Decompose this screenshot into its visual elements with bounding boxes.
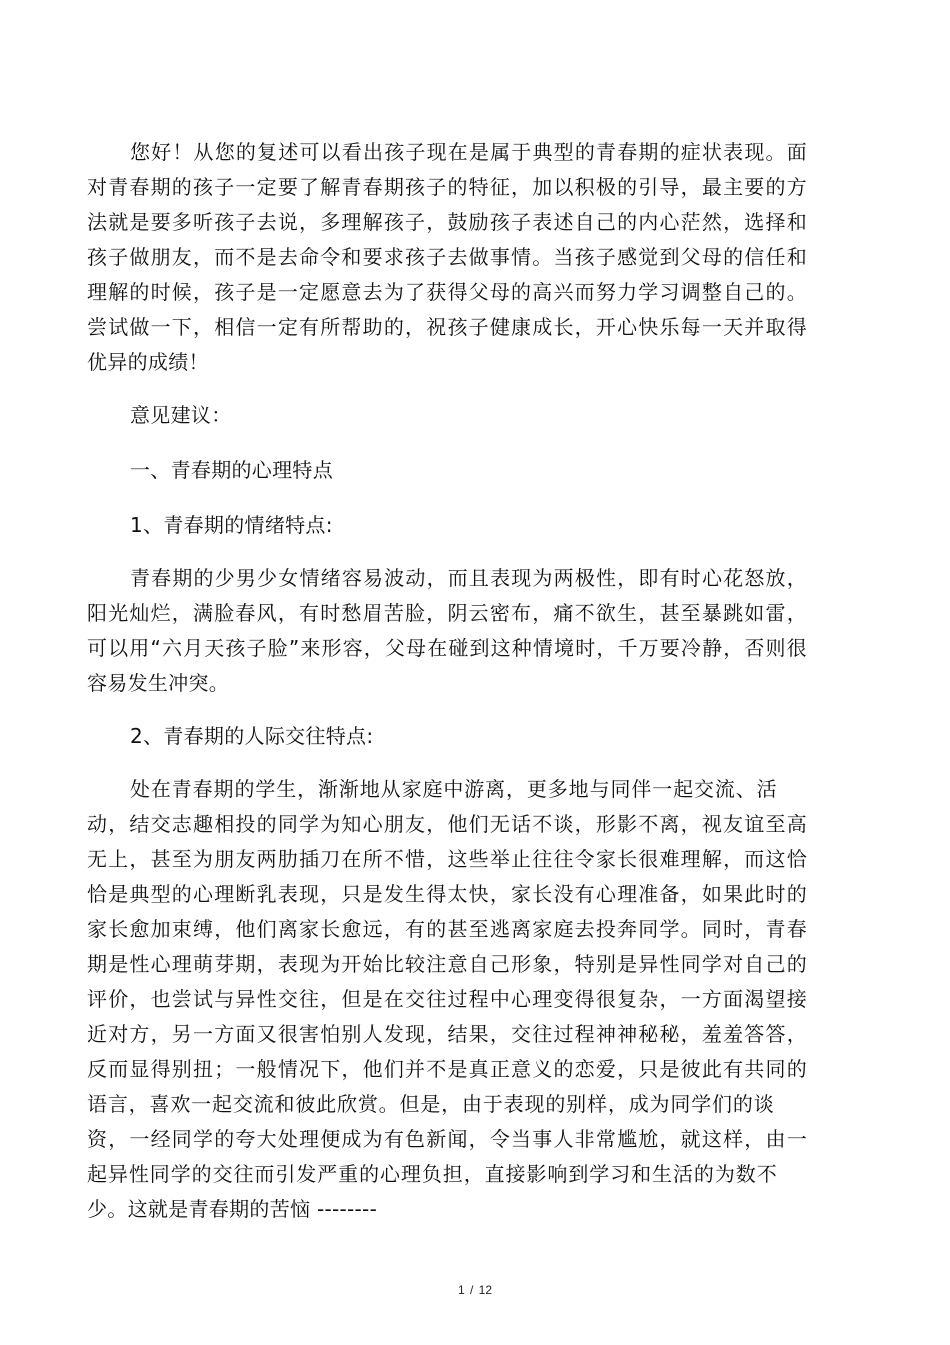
paragraph-line: 您好！从您的复述可以看出孩子现在是属于典型的青春期的症状表现。面: [130, 140, 807, 164]
paragraph-line: 孩子做朋友，而不是去命令和要求孩子去做事情。当孩子感觉到父母的信任和: [87, 245, 807, 269]
paragraph-line: 可以用“六月天孩子脸”来形容，父母在碰到这种情境时，千万要冷静，否则很: [87, 636, 807, 660]
paragraph-line: 青春期的少男少女情绪容易波动，而且表现为两极性，即有时心花怒放，: [130, 566, 807, 590]
paragraph-line: 语言，喜欢一起交流和彼此欣赏。但是，由于表现的别样，成为同学们的谈: [87, 1092, 774, 1116]
paragraph-line: 优异的成绩！: [87, 350, 209, 374]
subsection-heading: 1、青春期的情绪特点:: [130, 513, 333, 537]
paragraph-line: 动，结交志趣相投的同学为知心朋友，他们无话不谈，形影不离，视友谊至高: [87, 812, 807, 836]
paragraph-line: 阳光灿烂，满脸春风，有时愁眉苦脸，阴云密布，痛不欲生，甚至暴跳如雷，: [87, 601, 807, 625]
paragraph-line: 尝试做一下，相信一定有所帮助的，祝孩子健康成长，开心快乐每一天并取得: [87, 315, 807, 339]
paragraph-line: 评价，也尝试与异性交往，但是在交往过程中心理变得很复杂，一方面渴望接: [87, 987, 807, 1011]
paragraph-line: 起异性同学的交往而引发严重的心理负担，直接影响到学习和生活的为数不: [87, 1162, 777, 1186]
paragraph-line: 家长愈加束缚，他们离家长愈远，有的甚至逃离家庭去投奔同学。同时，青春: [87, 917, 807, 941]
paragraph-line: 处在青春期的学生，渐渐地从家庭中游离，更多地与同伴一起交流、活: [130, 777, 777, 801]
paragraph-line: 无上，甚至为朋友两肋插刀在所不惜，这些举止往往令家长很难理解，而这恰: [87, 847, 807, 871]
paragraph-line: 理解的时候，孩子是一定愿意去为了获得父母的高兴而努力学习调整自己的。: [87, 280, 807, 304]
paragraph-line: 期是性心理萌芽期，表现为开始比较注意自己形象，特别是异性同学对自己的: [87, 952, 807, 976]
paragraph-line: 资，一经同学的夸大处理便成为有色新闻，令当事人非常尴尬，就这样，由一: [87, 1127, 807, 1151]
paragraph-line: 恰是典型的心理断乳表现，只是发生得太快，家长没有心理准备，如果此时的: [87, 882, 807, 906]
paragraph-line: 法就是要多听孩子去说，多理解孩子，鼓励孩子表述自己的内心茫然，选择和: [87, 210, 807, 234]
paragraph-line: 反而显得别扭；一般情况下，他们并不是真正意义的恋爱，只是彼此有共同的: [87, 1057, 807, 1081]
paragraph-line: 对青春期的孩子一定要了解青春期孩子的特征，加以积极的引导，最主要的方: [87, 175, 807, 199]
page-number: 1 / 12: [457, 1283, 493, 1297]
paragraph-line: 少。这就是青春期的苦恼 --------: [87, 1197, 378, 1221]
paragraph-line: 近对方，另一方面又很害怕别人发现，结果，交往过程神神秘秘，羞羞答答，: [87, 1022, 807, 1046]
subsection-heading: 2、青春期的人际交往特点:: [130, 724, 374, 748]
advice-heading: 意见建议：: [130, 403, 232, 427]
paragraph-line: 容易发生冲突。: [87, 671, 230, 695]
section-heading: 一、青春期的心理特点: [130, 458, 333, 482]
